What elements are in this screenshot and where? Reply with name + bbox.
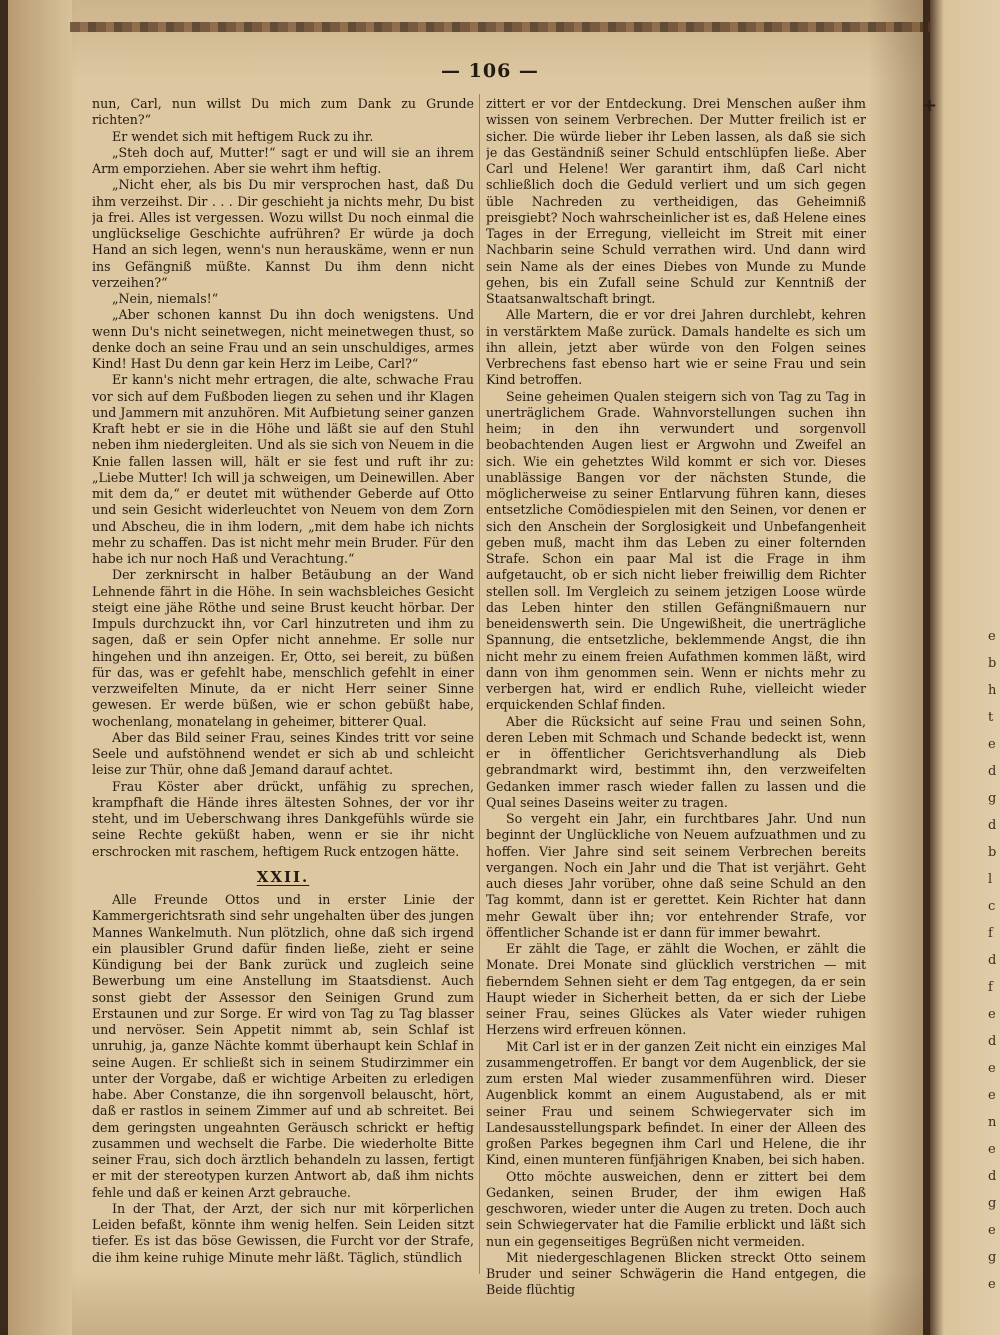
chapter-heading: XXII. <box>256 867 310 886</box>
paragraph: Alle Martern, die er vor drei Jahren durchlebt, kehren in verstärktem Maße zurück. Damals handelte es sich um ihn allein, jetzt aber würde von den Folgen seines Verbrechens fast ebenso hart wie er seine Frau und sein Kind betroffen. <box>486 307 866 388</box>
edge-letter: e <box>988 1223 996 1238</box>
edge-letter: e <box>988 1007 996 1022</box>
left-paragraphs <box>92 96 474 860</box>
edge-letter: g <box>988 1196 997 1211</box>
paragraph: Aber das Bild seiner Frau, seines Kindes tritt vor seine Seele und aufstöhnend wendet er sich ab und schleicht leise zur Thür, ohne daß Jemand darauf achtet. <box>92 729 474 778</box>
paragraph: nun, Carl, nun willst Du mich zum Dank zu Grunde richten?“ <box>92 96 474 128</box>
paragraph: Mit niedergeschlagenen Blicken streckt Otto seinem Bruder und seiner Schwägerin die Hand entgegen, die Beide flüchtig <box>486 1249 866 1298</box>
edge-letter: d <box>988 764 997 779</box>
edge-letter: d <box>988 1169 997 1184</box>
paragraph: Der zerknirscht in halber Betäubung an der Wand Lehnende fährt in die Höhe. In sein wachsbleiches Gesicht steigt eine jähe Röthe und seine Brust keucht hörbar. Der Impuls durchzuckt ihn, vor Carl hinzutreten und ihm zu sagen, daß er sein Opfer nicht annehme. Er solle nur hingehen und ihn anzeigen. Er, Otto, sei bereit, zu büßen für das, was er gefehlt habe, menschlich gefehlt in einer verzweifelten Minute, da er nicht Herr seiner Sinne gewesen. Er werde büßen, wie er schon gebüßt habe, wochenlang, monatelang in geheimer, bitterer Qual. <box>92 567 474 729</box>
edge-letter: e <box>988 1088 996 1103</box>
paragraph: Alle Freunde Ottos und in erster Linie der Kammergerichtsrath sind sehr ungehalten über des jungen Mannes Wankelmuth. Nun plötzlich, ohne daß sich irgend ein plausibler Grund dafür finden ließe, zieht er seine Kündigung bei der Bank zurück und zugleich seine Bewerbung um eine Anstellung im Staatsdienst. Auch sonst giebt der Assessor den Seinigen Grund zum Erstaunen und zur Sorge. Er wird von Tag zu Tag blasser und nervöser. Sein Appetit nimmt ab, sein Schlaf ist unruhig, ja, ganze Nächte kommt überhaupt kein Schlaf in seine Augen. Er schließt sich in seinem Studirzimmer ein unter der Vorgabe, daß er wichtige Arbeiten zu erledigen habe. Aber Constanze, die ihn sorgenvoll belauscht, hört, daß er rastlos in seinem Zimmer auf und ab schreitet. Bei dem geringsten ungeahnten Geräusch schrickt er heftig zusammen und wechselt die Farbe. Die wiederholte Bitte seiner Frau, sich doch ärztlich behandeln zu lassen, fertigt er mit der stereotypen kurzen Antwort ab, daß ihm nichts fehle und daß er keinen Arzt gebrauche. <box>92 892 474 1200</box>
column-divider <box>479 94 480 1274</box>
paragraph: „Aber schonen kannst Du ihn doch wenigstens. Und wenn Du's nicht seinetwegen, nicht meinetwegen thust, so denke doch an seine Frau und an sein unschuldiges, armes Kind! Hast Du denn gar kein Herz im Leibe, Carl?“ <box>92 307 474 371</box>
edge-letter: f <box>988 980 993 995</box>
edge-letter: e <box>988 629 996 644</box>
edge-letter: d <box>988 953 997 968</box>
edge-letter: d <box>988 818 997 833</box>
edge-letter: g <box>988 1250 997 1265</box>
edge-letter: b <box>988 656 997 671</box>
edge-letter: e <box>988 1061 996 1076</box>
binding-shadow <box>8 0 72 1335</box>
paragraph: In der That, der Arzt, der sich nur mit körperlichen Leiden befaßt, könnte ihm wenig helfen. Sein Leiden sitzt tiefer. Es ist das böse Gewissen, die Furcht vor der Strafe, die ihm keine ruhige Minute mehr läßt. Täglich, stündlich <box>92 1200 474 1265</box>
paragraph: Frau Köster aber drückt, unfähig zu sprechen, krampfhaft die Hände ihres ältesten Sohnes, der vor ihr steht, und im Ueberschwang ihres Dankgefühls würde sie seine Rechte geküßt haben, wenn er sie ihr nicht erschrocken mit raschem, heftigem Ruck entzogen hätte. <box>92 778 474 859</box>
edge-letter: e <box>988 737 996 752</box>
margin-mark: + <box>922 95 938 116</box>
paragraph: „Nicht eher, als bis Du mir versprochen hast, daß Du ihm verzeihst. Dir . . . Dir geschieht ja nichts mehr, Du bist ja frei. Alles ist vergessen. Wozu willst Du noch einmal die unglückselige Geschichte aufrühren? Er würde ja doch Hand an sich legen, wenn's nun herauskäme, wenn er nun ins Gefängniß müßte. Kannst Du ihm denn nicht verzeihen?“ <box>92 177 474 290</box>
paragraph: Er kann's nicht mehr ertragen, die alte, schwache Frau vor sich auf dem Fußboden liegen zu sehen und ihr Klagen und Jammern mit anzuhören. Mit Aufbietung seiner ganzen Kraft hebt er sie in die Höhe und läßt sie auf den Stuhl neben ihm niedergleiten. Und als sie sich von Neuem in die Knie fallen lassen will, hält er sie fest und ruft ihr zu: „Liebe Mutter! Ich will ja schweigen, um Deinewillen. Aber mit dem da,“ er deutet mit wüthender Geberde auf Otto und sein Gesicht widerleuchtet von Neuem von dem Zorn und Abscheu, die in ihm lodern, „mit dem habe ich nichts mehr zu schaffen. Das ist nicht mehr mein Bruder. Für den habe ich nur noch Haß und Verachtung.“ <box>92 372 474 566</box>
paragraph: So vergeht ein Jahr, ein furchtbares Jahr. Und nun beginnt der Unglückliche von Neuem aufzuathmen und zu hoffen. Vier Jahre sind seit seinem Verbrechen bereits vergangen. Noch ein Jahr und die That ist verjährt. Geht auch dieses Jahr vorüber, ohne daß seine Schuld an den Tag kommt, dann ist er gerettet. Kein Richter hat dann mehr Gewalt über ihn; vor entehrender Strafe, vor öffentlicher Schande ist er dann für immer bewahrt. <box>486 811 866 940</box>
paragraph: Otto möchte ausweichen, denn er zittert bei dem Gedanken, seinen Bruder, der ihm ewigen Haß geschworen, wieder unter die Augen zu treten. Doch auch sein Schwiegervater hat die Familie erblickt und läßt sich nun ein gegenseitiges Begrüßen nicht vermeiden. <box>486 1168 866 1249</box>
edge-letter: l <box>988 872 993 887</box>
left-paragraphs-after-heading <box>92 892 474 1266</box>
left-text-column <box>92 96 474 1326</box>
paragraph: zittert er vor der Entdeckung. Drei Menschen außer ihm wissen von seinem Verbrechen. Der Mutter freilich ist er sicher. Die würde lieber ihr Leben lassen, als daß sie sich je das Geständniß seiner Schuld entschlüpfen ließe. Aber Carl und Helene! Wer garantirt ihm, daß Carl nicht schließlich doch die Geduld verliert und um sich gegen üble Nachreden zu vertheidigen, das Geheimniß preisgiebt? Noch wahrscheinlicher ist es, daß Helene eines Tages in der Erregung, vielleicht im Streit mit einer Nachbarin seine Schuld verrathen wird. Und dann wird sein Name als der eines Diebes von Munde zu Munde gehen, bis ein Zufall seine Schuld zur Kenntniß der Staatsanwaltschaft bringt. <box>486 96 866 306</box>
edge-letter: t <box>988 710 994 725</box>
adjacent-page-edge <box>930 0 1000 1335</box>
page-number: — 106 — <box>441 60 539 82</box>
paragraph: Aber die Rücksicht auf seine Frau und seinen Sohn, deren Leben mit Schmach und Schande bedeckt ist, wenn er in öffentlicher Gerichtsverhandlung als Dieb gebrandmarkt wird, bestimmt ihn, den verzweifelten Gedanken immer rasch wieder fallen zu lassen und die Qual seines Daseins weiter zu tragen. <box>486 713 866 810</box>
right-text-column <box>486 96 866 1326</box>
edge-letter: e <box>988 1142 996 1157</box>
right-paragraphs <box>486 96 866 1299</box>
paragraph: Mit Carl ist er in der ganzen Zeit nicht ein einziges Mal zusammengetroffen. Er bangt vor dem Augenblick, der sie zum ersten Mal wieder zusammenführen wird. Dieser Augenblick kommt an einem Augustabend, als er mit seiner Frau und seinem Schwiegervater sich im Landesausstellungspark befindet. In einer der Alleen des großen Parkes begegnen ihm Carl und Helene, die ihr Kind, einen munteren fünfjährigen Knaben, bei sich haben. <box>486 1038 866 1168</box>
paragraph: Er wendet sich mit heftigem Ruck zu ihr. <box>112 128 374 144</box>
torn-top-edge <box>70 22 930 32</box>
paragraph: Er zählt die Tage, er zählt die Wochen, er zählt die Monate. Drei Monate sind glücklich verstrichen — mit fieberndem Sehnen sieht er dem Tag entgegen, da er sein Haupt wieder in Sicherheit betten, da er sich der Liebe seiner Frau, seines Glückes als Vater wieder ruhigen Herzens wird erfreuen können. <box>486 941 866 1038</box>
edge-letter: h <box>988 683 997 698</box>
paragraph: „Steh doch auf, Mutter!“ sagt er und will sie an ihrem Arm emporziehen. Aber sie wehrt ihm heftig. <box>92 144 474 176</box>
edge-letter: b <box>988 845 997 860</box>
paragraph: Seine geheimen Qualen steigern sich von Tag zu Tag in unerträglichem Grade. Wahnvorstellungen suchen ihn heim; in den ihn verwundert und sorgenvoll beobachtenden Augen liest er Argwohn und Zweifel an sich. Wie ein gehetztes Wild kommt er sich vor. Dieses unablässige Bangen vor der nächsten Stunde, die möglicherweise zu seiner Entlarvung führen kann, dieses entsetzliche Comödiespielen mit den Seinen, vor denen er sich den Anschein der Sorglosigkeit und Unbefangenheit geben muß, macht ihm das Leben zu einer folternden Strafe. Schon ein paar Mal ist die Frage in ihm aufgetaucht, ob er sich nicht lieber freiwillig dem Richter stellen soll. Im Vergleich zu seinem jetzigen Loose würde das Leben hinter den stillen Gefängnißmauern nur beneidenswerth sein. Die Ungewißheit, die unerträgliche Spannung, die entsetzliche, beklemmende Angst, die ihn nicht mehr zu einem freien Aufathmen kommen läßt, wird dann von ihm genommen sein. Wenn er nichts mehr zu verbergen hat, wird er endlich Ruhe, vielleicht wieder erquickenden Schlaf finden. <box>486 388 866 713</box>
edge-letter: e <box>988 1277 996 1292</box>
edge-letter: f <box>988 926 993 941</box>
edge-letter: g <box>988 791 997 806</box>
edge-letter: n <box>988 1115 997 1130</box>
paragraph: „Nein, niemals!“ <box>112 291 219 306</box>
edge-letter: c <box>988 899 996 914</box>
edge-letter: d <box>988 1034 997 1049</box>
